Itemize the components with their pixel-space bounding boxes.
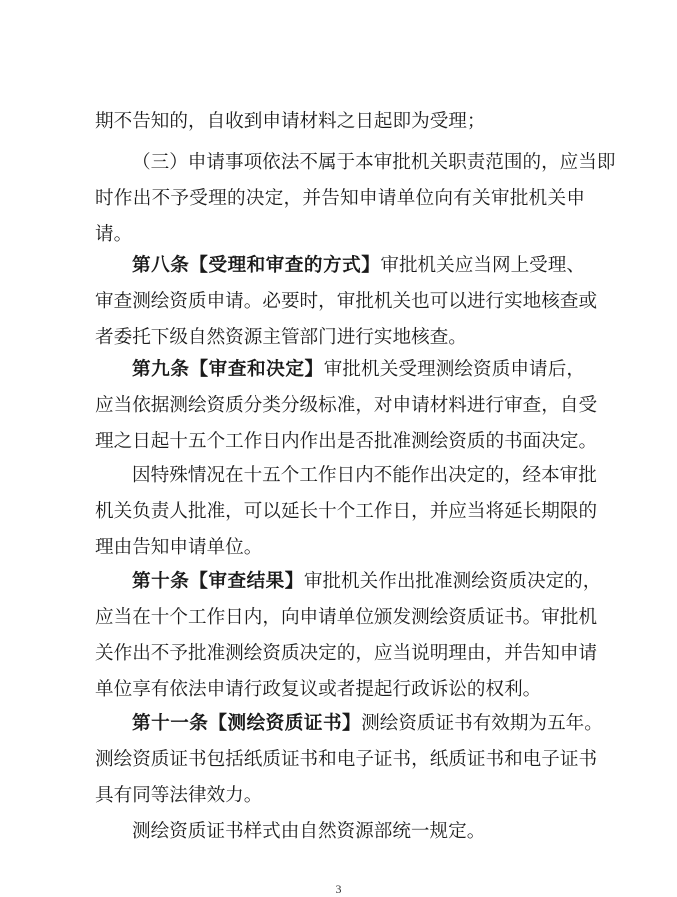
article-11-heading: 第十一条【测绘资质证书】: [132, 713, 362, 734]
article-8: [132, 248, 585, 284]
article-9-text: 审批机关受理测绘资质申请后，: [323, 359, 585, 380]
article-11: [132, 706, 603, 742]
text-line: 者委托下级自然资源主管部门进行实地核查。: [95, 327, 467, 348]
article-11-text: 测绘资质证书有效期为五年。: [361, 713, 603, 734]
text-line: 测绘资质证书包括纸质证书和电子证书，纸质证书和电子证书: [95, 749, 598, 770]
text-line: 关作出不予批准测绘资质决定的，应当说明理由，并告知申请: [95, 643, 598, 664]
text-line: 机关负责人批准，可以延长十个工作日，并应当将延长期限的: [95, 501, 598, 522]
text-line: 审查测绘资质申请。必要时，审批机关也可以进行实地核查或: [95, 291, 598, 312]
article-10-heading: 第十条【审查结果】: [132, 571, 304, 592]
text-line: 应当在十个工作日内，向申请单位颁发测绘资质证书。审批机: [95, 607, 598, 628]
article-9: [132, 352, 585, 388]
text-line: 理由告知申请单位。: [95, 537, 263, 558]
text-line: 单位享有依法申请行政复议或者提起行政诉讼的权利。: [95, 679, 542, 700]
text-line: （三）申请事项依法不属于本审批机关职责范围的，应当即: [132, 152, 616, 173]
text-line: 应当依据测绘资质分类分级标准，对申请材料进行审查，自受: [95, 395, 598, 416]
article-8-text: 审批机关应当网上受理、: [380, 255, 585, 276]
page-number: 3: [335, 882, 342, 896]
text-line: 因特殊情况在十五个工作日内不能作出决定的，经本审批: [132, 465, 597, 486]
text-line: 请。: [95, 224, 133, 245]
text-line: 具有同等法律效力。: [95, 785, 263, 806]
text-line: 时作出不予受理的决定，并告知申请单位向有关审批机关申: [95, 188, 585, 209]
article-9-heading: 第九条【审查和决定】: [132, 359, 324, 380]
article-10: [132, 564, 602, 600]
text-line: 理之日起十五个工作日内作出是否批准测绘资质的书面决定。: [95, 431, 598, 452]
text-line: 测绘资质证书样式由自然资源部统一规定。: [132, 821, 486, 842]
article-10-text: 审批机关作出批准测绘资质决定的，: [303, 571, 602, 592]
text-line: 期不告知的，自收到申请材料之日起即为受理；: [95, 111, 486, 132]
article-8-heading: 第八条【受理和审查的方式】: [132, 255, 381, 276]
